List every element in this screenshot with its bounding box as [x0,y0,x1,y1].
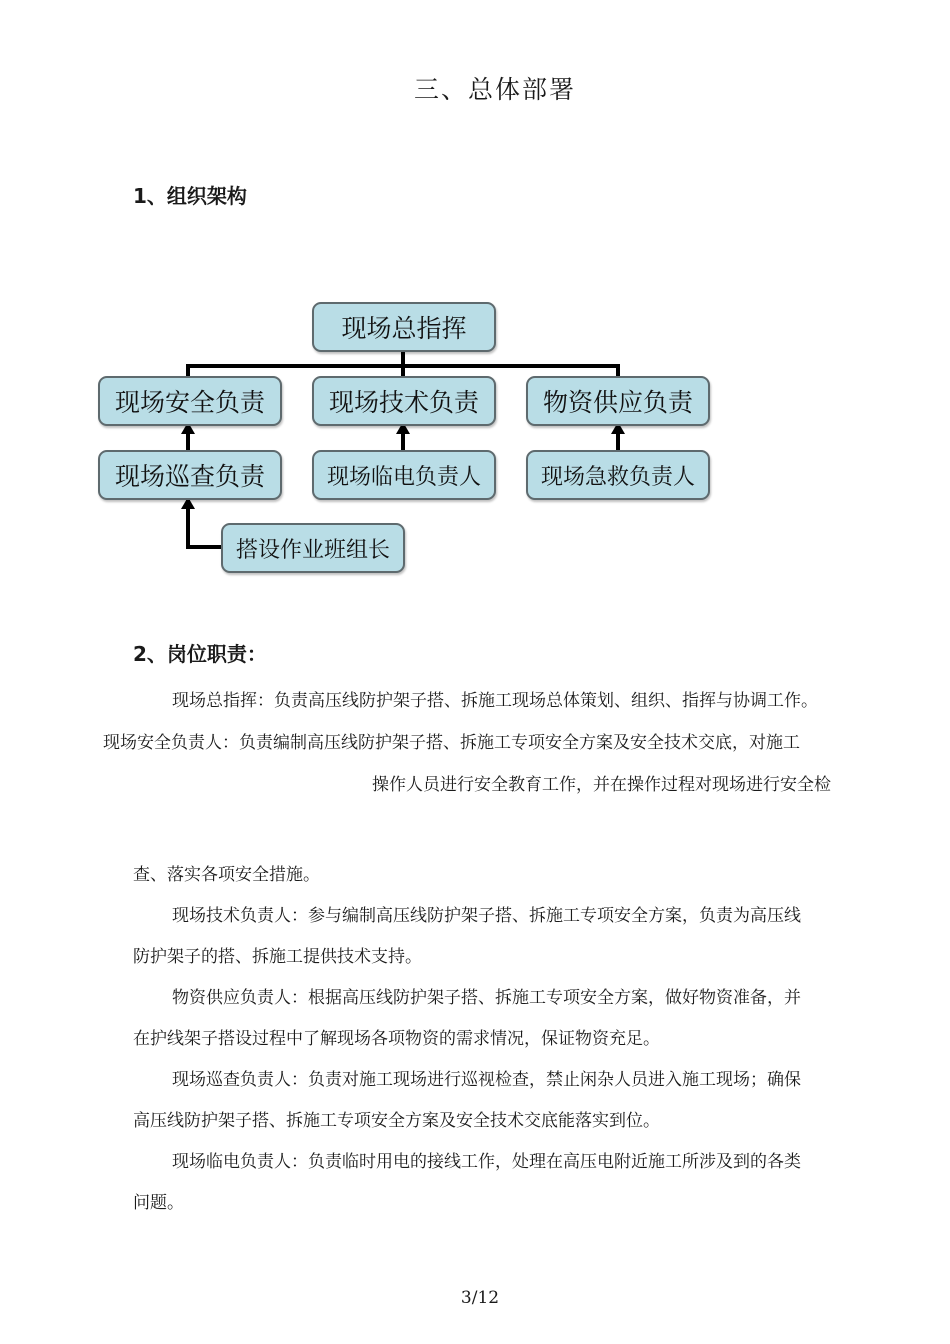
paragraph: 现场临电负责人：负责临时用电的接线工作，处理在高压电附近施工所涉及到的各类 [172,1152,801,1172]
org-box-inspection: 现场巡查负责 [98,450,282,500]
section-heading-org: 1、组织架构 [133,184,247,208]
paragraph: 在护线架子搭设过程中了解现场各项物资的需求情况，保证物资充足。 [133,1029,660,1049]
connector-left-drop [186,364,190,376]
connector-bottom-horizontal [186,545,222,549]
paragraph: 现场总指挥：负责高压线防护架子搭、拆施工现场总体策划、组织、指挥与协调工作。 [172,691,818,711]
section-heading-duties: 2、岗位职责： [133,642,267,666]
org-box-technical: 现场技术负责 [312,376,496,426]
paragraph: 查、落实各项安全措施。 [133,865,320,885]
page-title: 三、总体部署 [413,75,576,104]
paragraph: 防护架子的搭、拆施工提供技术支持。 [133,947,422,967]
paragraph: 操作人员进行安全教育工作，并在操作过程对现场进行安全检 [372,775,831,795]
org-box-safety: 现场安全负责 [98,376,282,426]
connector-mid-drop [401,364,405,376]
paragraph: 现场巡查负责人：负责对施工现场进行巡视检查，禁止闲杂人员进入施工现场；确保 [172,1070,801,1090]
org-box-supply: 物资供应负责 [526,376,710,426]
org-chart [90,290,730,585]
paragraph: 现场技术负责人：参与编制高压线防护架子搭、拆施工专项安全方案，负责为高压线 [172,906,801,926]
page-number: 3/12 [460,1288,500,1308]
paragraph: 物资供应负责人：根据高压线防护架子搭、拆施工专项安全方案，做好物资准备，并 [172,988,801,1008]
org-box-first-aid: 现场急救负责人 [526,450,710,500]
org-box-site-commander: 现场总指挥 [312,302,496,352]
org-box-team-leader: 搭设作业班组长 [221,523,405,573]
paragraph: 现场安全负责人：负责编制高压线防护架子搭、拆施工专项安全方案及安全技术交底，对施工 [103,733,800,753]
paragraph: 问题。 [133,1193,184,1213]
connector-right-drop [616,364,620,376]
paragraph: 高压线防护架子搭、拆施工专项安全方案及安全技术交底能落实到位。 [133,1111,660,1131]
org-box-temp-power: 现场临电负责人 [312,450,496,500]
